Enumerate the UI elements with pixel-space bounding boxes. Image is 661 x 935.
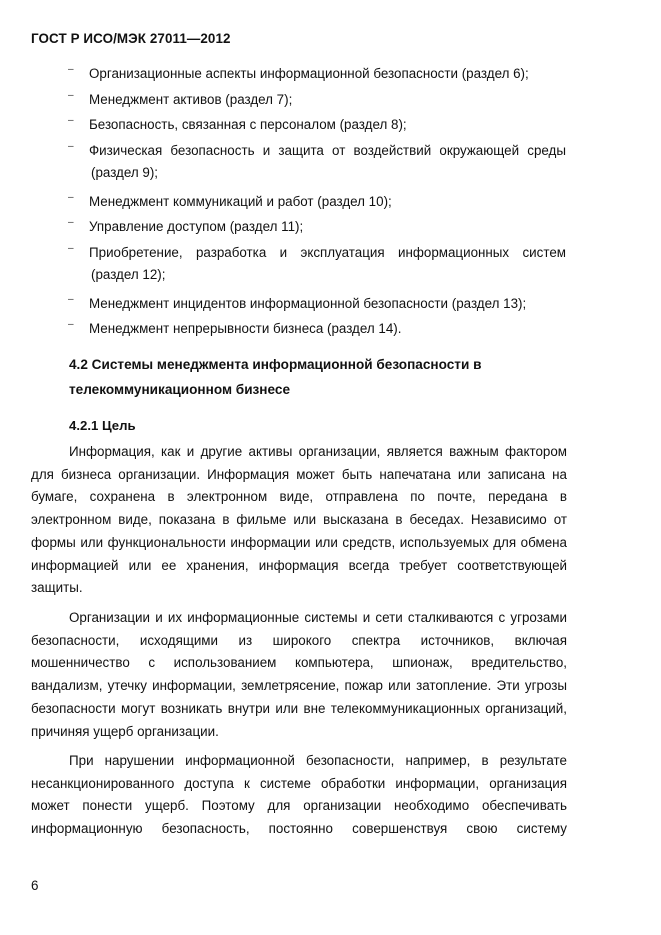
document-header: ГОСТ Р ИСО/МЭК 27011—2012 xyxy=(31,31,231,46)
page-number: 6 xyxy=(31,878,39,893)
paragraph xyxy=(31,607,567,743)
list-item xyxy=(0,86,661,112)
list-item xyxy=(0,315,661,341)
list-item xyxy=(0,188,661,214)
section-heading-line: телекоммуникационном бизнесе xyxy=(69,382,291,397)
list-item-text xyxy=(89,140,566,184)
paragraph xyxy=(31,441,567,600)
list-marker: – xyxy=(68,293,74,305)
list-item-text: Управление доступом (раздел 11); xyxy=(89,219,304,234)
list-item xyxy=(0,239,661,290)
list-item-text: Менеджмент активов (раздел 7); xyxy=(89,91,293,107)
list-item xyxy=(0,137,661,188)
section-heading-line: 4.2 Системы менеджмента информационной безопасности в xyxy=(69,357,482,372)
paragraph xyxy=(31,750,567,841)
list-item-text: Менеджмент коммуникаций и работ (раздел 10); xyxy=(89,193,392,209)
list-item-text: Безопасность, связанная с персоналом (раздел 8); xyxy=(89,117,407,132)
section-heading xyxy=(69,352,481,402)
list-item-line: Физическая безопасность и защита от воздействий окружающей среды xyxy=(89,142,566,158)
list-marker: – xyxy=(68,217,74,228)
list-item-line: (раздел 12); xyxy=(91,266,166,282)
list-item-text xyxy=(89,242,566,286)
list-item xyxy=(0,111,661,137)
paragraph-text: Организации и их информационные системы и сети сталкиваются с угрозами безопасности, исходящими из широкого спектра источников, включая мошенничество с использованием компьютера, шпионаж, вредительство, вандализм, утечку информации, землетрясение, пожар или затопление. Эти угрозы безопасности могут возникать внутри или вне телекоммуникационных организаций, причиняя ущерб организации. xyxy=(31,610,567,739)
list-item xyxy=(0,213,661,239)
paragraph-text: При нарушении информационной безопасности, например, в результате несанкционированного доступа к системе обработки информации, организация может понести ущерб. Поэтому для организации необходимо обеспечивать информационную безопасность, постоянно совершенствуя свою систему xyxy=(31,753,567,837)
paragraph-text: Информация, как и другие активы организации, является важным фактором для бизнеса организации. Информация может быть напечатана или записана на бумаге, сохранена в электронном виде, отправлена по почте, передана в электронном виде, показана в фильме или высказана в беседах. Независимо от формы или функциональности информации или средств, используемых для обмена информацией или ее хранения, информация всегда требует соответствующей защиты. xyxy=(31,444,567,596)
list-marker: – xyxy=(68,64,74,75)
list-marker: – xyxy=(68,115,74,126)
list-item-line: Приобретение, разработка и эксплуатация информационных систем xyxy=(89,244,566,260)
section-list xyxy=(0,60,661,341)
list-item xyxy=(0,290,661,316)
list-item-text: Организационные аспекты информационной безопасности (раздел 6); xyxy=(89,66,529,81)
list-item-text: Менеджмент непрерывности бизнеса (раздел 14). xyxy=(89,321,402,336)
list-marker: – xyxy=(68,191,74,203)
subsection-heading: 4.2.1 Цель xyxy=(69,418,136,433)
list-marker: – xyxy=(68,242,74,254)
list-marker: – xyxy=(68,319,74,330)
list-marker: – xyxy=(68,89,74,101)
list-item xyxy=(0,60,661,86)
list-item-line: (раздел 9); xyxy=(91,164,159,180)
list-marker: – xyxy=(68,140,74,152)
list-item-text: Менеджмент инцидентов информационной безопасности (раздел 13); xyxy=(89,295,527,311)
